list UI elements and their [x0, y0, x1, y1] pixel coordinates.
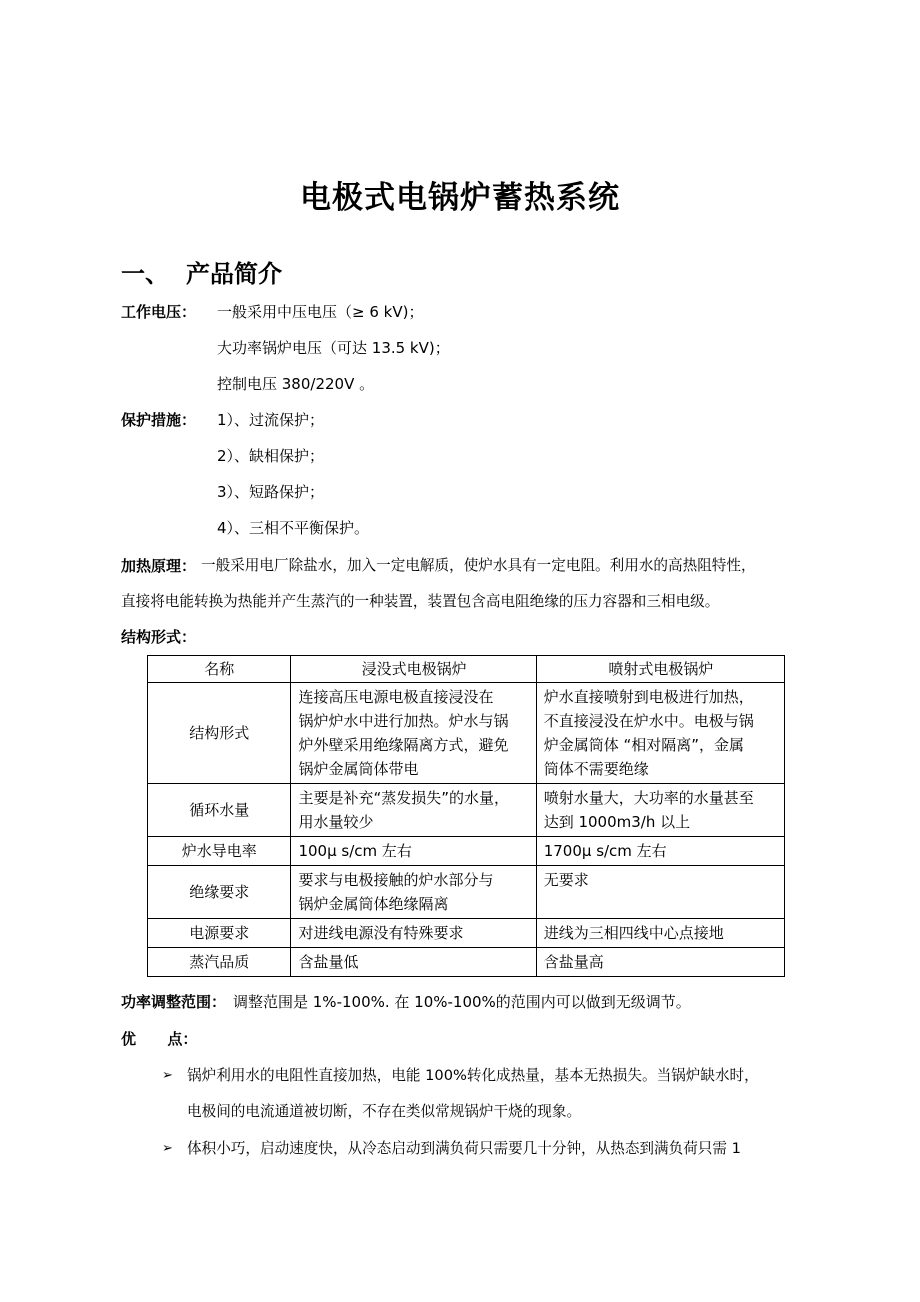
cell-line: 含盐量高: [543, 953, 604, 971]
bullet-arrow-icon: ➢: [162, 1068, 173, 1083]
advantage-2-line-1: 体积小巧，启动速度快，从冷态启动到满负荷只需要几十分钟，从热态到满负荷只需 1: [187, 1140, 741, 1157]
heating-label: 加热原理：: [121, 557, 197, 575]
table-row: [148, 784, 785, 837]
protection-item-2: 2）、缺相保护；: [217, 447, 325, 465]
voltage-line-1: 一般采用中压电压（≥ 6 kV)；: [217, 303, 424, 321]
cell-line: 筒体不需要绝缘: [543, 760, 649, 778]
cell-line: 不直接浸没在炉水中。电极与锅: [543, 712, 754, 730]
cell-line: 进线为三相四线中心点接地: [543, 924, 724, 942]
table-row: [148, 683, 785, 784]
heating-text-line-1: 一般采用电厂除盐水，加入一定电解质，使炉水具有一定电阻。利用水的高热阻特性，: [201, 557, 756, 574]
power-label: 功率调整范围：: [121, 993, 227, 1011]
cell-line: 喷射水量大，大功率的水量甚至: [543, 789, 754, 807]
header-spray: 喷射式电极锅炉: [536, 656, 784, 683]
advantage-1-line-1: 锅炉利用水的电阻性直接加热，电能 100%转化成热量，基本无热损失。当锅炉缺水时，: [187, 1067, 759, 1084]
structure-label: 结构形式：: [121, 628, 197, 646]
header-name: 名称: [148, 656, 291, 683]
row-name: 绝缘要求: [148, 866, 291, 919]
section-number: 一、: [121, 260, 169, 288]
cell-line: 要求与电极接触的炉水部分与: [298, 871, 494, 889]
cell-line: 含盐量低: [298, 953, 359, 971]
table-row: [148, 919, 785, 948]
cell-line: 100μ s/cm 左右: [298, 842, 412, 860]
voltage-label: 工作电压：: [121, 303, 197, 321]
advantage-1-line-2: 电极间的电流通道被切断，不存在类似常规锅炉干烧的现象。: [187, 1103, 582, 1120]
cell-line: 炉水直接喷射到电极进行加热，: [543, 688, 754, 706]
table-header-row: [148, 656, 785, 683]
row-name: 结构形式: [148, 683, 291, 784]
section-heading: 产品简介: [186, 260, 282, 288]
protection-item-4: 4）、三相不平衡保护。: [217, 519, 370, 537]
row-name: 炉水导电率: [148, 837, 291, 866]
voltage-line-2: 大功率锅炉电压（可达 13.5 kV)；: [217, 339, 450, 357]
cell-line: 1700μ s/cm 左右: [543, 842, 667, 860]
cell-line: 锅炉炉水中进行加热。炉水与锅: [298, 712, 509, 730]
cell-line: 连接高压电源电极直接浸没在: [298, 688, 494, 706]
cell-line: 锅炉金属筒体带电: [298, 760, 419, 778]
table-row: [148, 837, 785, 866]
voltage-line-3: 控制电压 380/220V 。: [217, 375, 375, 393]
cell-line: 无要求: [543, 871, 589, 889]
protection-label: 保护措施：: [121, 411, 197, 429]
row-name: 循环水量: [148, 784, 291, 837]
row-name: 蒸汽品质: [148, 948, 291, 977]
cell-line: 对进线电源没有特殊要求: [298, 924, 464, 942]
header-immersion: 浸没式电极锅炉: [291, 656, 536, 683]
power-text: 调整范围是 1%-100%. 在 10%-100%的范围内可以做到无级调节。: [233, 993, 691, 1011]
cell-line: 主要是补充“蒸发损失”的水量，: [298, 789, 510, 807]
cell-line: 锅炉金属筒体绝缘隔离: [298, 895, 449, 913]
table-row: [148, 866, 785, 919]
cell-line: 达到 1000m3/h 以上: [543, 813, 691, 831]
cell-line: 用水量较少: [298, 813, 374, 831]
comparison-table: [147, 655, 785, 977]
page-title: 电极式电锅炉蓄热系统: [300, 180, 620, 216]
bullet-arrow-icon: ➢: [162, 1141, 173, 1156]
cell-line: 炉金属筒体 “相对隔离”，金属: [543, 736, 745, 754]
cell-line: 炉外壁采用绝缘隔离方式，避免: [298, 736, 509, 754]
protection-item-1: 1）、过流保护；: [217, 411, 325, 429]
heating-text-line-2: 直接将电能转换为热能并产生蒸汽的一种装置，装置包含高电阻绝缘的压力容器和三相电级。: [121, 593, 720, 610]
table-row: [148, 948, 785, 977]
protection-item-3: 3）、短路保护；: [217, 483, 325, 501]
advantages-label: 优 点：: [121, 1030, 198, 1048]
row-name: 电源要求: [148, 919, 291, 948]
